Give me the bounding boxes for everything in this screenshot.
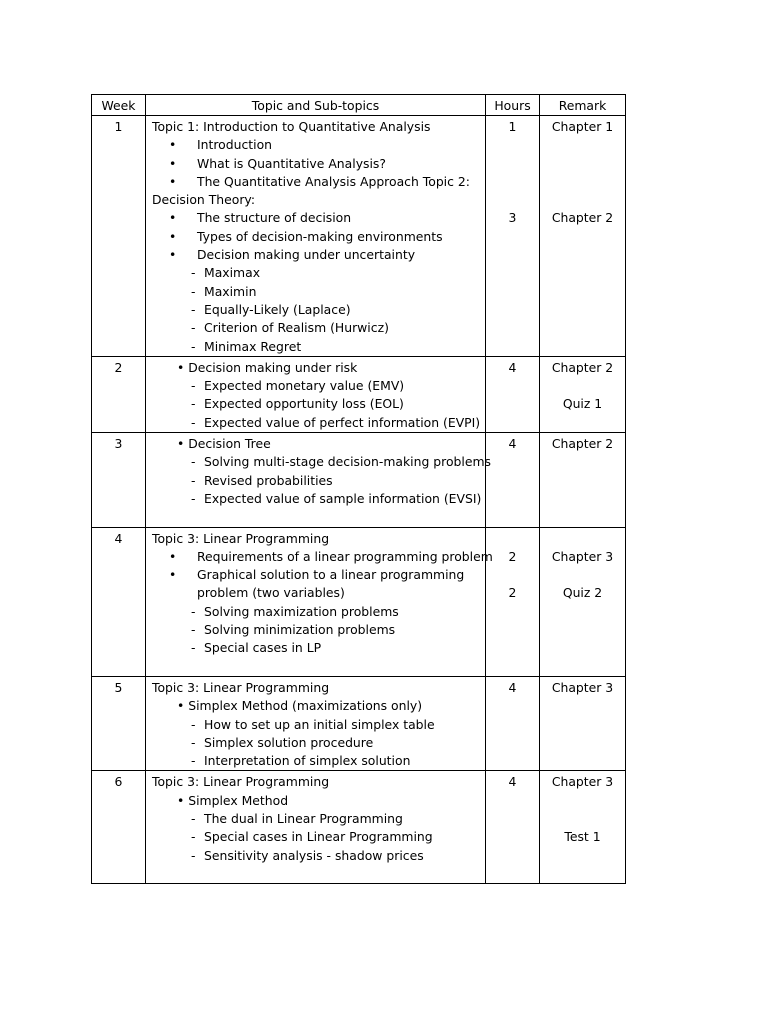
bullet-text: Graphical solution to a linear programming [197, 567, 465, 583]
dash-text: Special cases in Linear Programming [204, 829, 433, 845]
week-number: 2 [114, 359, 123, 375]
dash-item [146, 338, 485, 356]
dash-text: Minimax Regret [204, 338, 302, 354]
remark-value: Chapter 3 [551, 548, 614, 564]
remark-value: Chapter 1 [551, 119, 614, 134]
dash-item [146, 283, 485, 301]
header-week: Week [92, 95, 146, 116]
dash-icon: - [191, 847, 196, 863]
bullet-icon: • [169, 137, 177, 153]
dash-text: How to set up an initial simplex table [204, 716, 435, 732]
header-hours: Hours [486, 95, 540, 116]
remark-value: Chapter 2 [551, 359, 614, 375]
table-row [92, 356, 626, 432]
remark-value: Quiz 2 [562, 585, 603, 601]
hours-value [486, 155, 539, 173]
topic-title: Topic 3: Linear Programming [152, 530, 330, 546]
dash-text: Criterion of Realism (Hurwicz) [204, 320, 389, 336]
hours-cell [486, 433, 540, 527]
remark-value [540, 530, 625, 548]
hours-cell [486, 356, 540, 432]
bullet-text: Types of decision-making environments [197, 228, 443, 244]
dash-item [146, 621, 485, 639]
dash-item [146, 472, 485, 490]
dash-text: Interpretation of simplex solution [204, 753, 411, 769]
week-number: 6 [114, 774, 123, 790]
bullet-item [146, 209, 485, 227]
remark-value [540, 810, 625, 828]
remark-value [540, 136, 625, 154]
dash-text: Revised probabilities [204, 472, 333, 488]
bullet-item [146, 566, 485, 584]
dash-icon: - [191, 396, 196, 412]
remark-value [540, 155, 625, 173]
subtopic-item: • Simplex Method [177, 792, 289, 808]
bullet-text: Requirements of a linear programming problem [197, 548, 493, 564]
dash-item [146, 377, 485, 395]
remark-value: Chapter 2 [551, 210, 614, 226]
remark-cell [540, 771, 626, 884]
dash-item [146, 734, 485, 752]
week-number: 3 [114, 436, 123, 452]
bullet-text: Introduction [197, 137, 273, 153]
dash-item [146, 603, 485, 621]
dash-text: The dual in Linear Programming [204, 810, 403, 826]
hours-value [486, 191, 539, 209]
dash-icon: - [191, 490, 196, 506]
remark-value: Quiz 1 [562, 396, 603, 412]
dash-text: Expected value of perfect information (EVPI) [204, 414, 481, 430]
dash-text: Sensitivity analysis - shadow prices [204, 847, 424, 863]
bullet-icon: • [169, 228, 177, 244]
remark-value: Chapter 2 [551, 436, 614, 452]
bullet-item [146, 155, 485, 173]
bullet-icon: • [169, 173, 177, 189]
dash-item [146, 301, 485, 319]
subtopic-item: • Decision Tree [177, 436, 271, 452]
dash-icon: - [191, 829, 196, 845]
topic-cell [146, 356, 486, 432]
week-cell [92, 676, 146, 770]
remark-value: Chapter 3 [551, 679, 614, 695]
remark-cell [540, 116, 626, 357]
bullet-icon: • [169, 548, 177, 564]
spacer [146, 658, 485, 676]
hours-cell [486, 527, 540, 676]
bullet-continuation: problem (two variables) [197, 585, 345, 601]
topic-title: Topic 3: Linear Programming [152, 679, 330, 695]
dash-icon: - [191, 283, 196, 299]
dash-icon: - [191, 734, 196, 750]
dash-icon: - [191, 338, 196, 354]
week-cell [92, 527, 146, 676]
hours-cell [486, 116, 540, 357]
week-cell [92, 116, 146, 357]
remark-cell [540, 356, 626, 432]
bullet-item [146, 548, 493, 566]
topic-cell [146, 771, 486, 884]
hours-value: 4 [508, 436, 517, 452]
bullet-icon: • [169, 155, 177, 171]
remark-cell [540, 433, 626, 527]
week-number: 1 [114, 119, 123, 134]
dash-item [146, 414, 485, 432]
topic-title: Topic 1: Introduction to Quantitative Analysis [152, 119, 431, 134]
hours-value [486, 530, 539, 548]
schedule-body [92, 116, 626, 884]
dash-text: Expected monetary value (EMV) [204, 378, 405, 394]
hours-value: 4 [508, 359, 517, 375]
dash-icon: - [191, 810, 196, 826]
header-remark: Remark [540, 95, 626, 116]
topic-cell [146, 433, 491, 527]
dash-text: Solving multi-stage decision-making problems [204, 454, 491, 470]
hours-cell [486, 676, 540, 770]
header-topic: Topic and Sub-topics [146, 95, 486, 116]
subtopic-item: • Decision making under risk [177, 359, 358, 375]
topic-title: Topic 3: Linear Programming [152, 774, 330, 790]
bullet-icon: • [169, 247, 177, 263]
dash-item [146, 828, 485, 846]
dash-item [146, 264, 485, 282]
dash-item [146, 319, 485, 337]
remark-value: Test 1 [564, 829, 601, 845]
dash-icon: - [191, 320, 196, 336]
topic-cell [146, 676, 486, 770]
topic-title: Decision Theory: [152, 192, 256, 208]
dash-icon: - [191, 454, 196, 470]
dash-item [146, 395, 485, 413]
bullet-item [146, 246, 485, 264]
topic-cell [146, 527, 493, 676]
remark-cell [540, 527, 626, 676]
header-row [92, 95, 626, 116]
dash-icon: - [191, 716, 196, 732]
bullet-item [146, 173, 485, 191]
bullet-item [146, 136, 485, 154]
hours-value [486, 136, 539, 154]
hours-value: 4 [508, 679, 517, 695]
dash-text: Solving minimization problems [204, 622, 396, 638]
hours-value: 3 [508, 210, 517, 226]
dash-icon: - [191, 378, 196, 394]
week-number: 5 [114, 679, 123, 695]
dash-item [146, 752, 485, 770]
remark-cell [540, 676, 626, 770]
table-row [92, 116, 626, 357]
dash-icon: - [191, 753, 196, 769]
spacer [146, 865, 485, 883]
bullet-icon: • [169, 567, 177, 583]
dash-text: Expected value of sample information (EVSI) [204, 490, 482, 506]
hours-value: 4 [508, 774, 517, 790]
dash-text: Equally-Likely (Laplace) [204, 301, 351, 317]
dash-text: Maximin [204, 283, 257, 299]
dash-icon: - [191, 301, 196, 317]
schedule-table [91, 94, 626, 884]
remark-value [540, 792, 625, 810]
bullet-text: Decision making under uncertainty [197, 247, 416, 263]
table-row [92, 527, 626, 676]
bullet-icon: • [169, 210, 177, 226]
spacer [146, 508, 485, 526]
week-cell [92, 771, 146, 884]
table-row [92, 433, 626, 527]
bullet-text: What is Quantitative Analysis? [197, 155, 386, 171]
dash-item [146, 847, 485, 865]
dash-icon: - [191, 414, 196, 430]
remark-value [540, 173, 625, 191]
dash-text: Simplex solution procedure [204, 734, 374, 750]
bullet-text: The Quantitative Analysis Approach Topic 2: [197, 173, 470, 189]
hours-value [486, 173, 539, 191]
dash-icon: - [191, 603, 196, 619]
week-number: 4 [114, 530, 123, 546]
dash-item [146, 716, 485, 734]
week-cell [92, 356, 146, 432]
dash-icon: - [191, 640, 196, 656]
hours-value [486, 566, 539, 584]
dash-item [146, 639, 485, 657]
dash-item [146, 490, 485, 508]
dash-icon: - [191, 622, 196, 638]
hours-value: 2 [508, 585, 517, 601]
remark-value [540, 191, 625, 209]
dash-item [146, 453, 491, 471]
hours-value: 2 [508, 548, 517, 564]
hours-value: 1 [508, 119, 517, 134]
dash-text: Expected opportunity loss (EOL) [204, 396, 404, 412]
bullet-item [146, 228, 485, 246]
dash-text: Special cases in LP [204, 640, 322, 656]
hours-cell [486, 771, 540, 884]
dash-text: Maximax [204, 265, 261, 281]
remark-value: Chapter 3 [551, 774, 614, 790]
dash-icon: - [191, 265, 196, 281]
remark-value [540, 566, 625, 584]
week-cell [92, 433, 146, 527]
dash-icon: - [191, 472, 196, 488]
topic-cell [146, 116, 486, 357]
table-row [92, 676, 626, 770]
remark-value [540, 377, 625, 395]
dash-item [146, 810, 485, 828]
bullet-text: The structure of decision [197, 210, 352, 226]
dash-text: Solving maximization problems [204, 603, 399, 619]
subtopic-item: • Simplex Method (maximizations only) [177, 698, 423, 714]
table-row [92, 771, 626, 884]
